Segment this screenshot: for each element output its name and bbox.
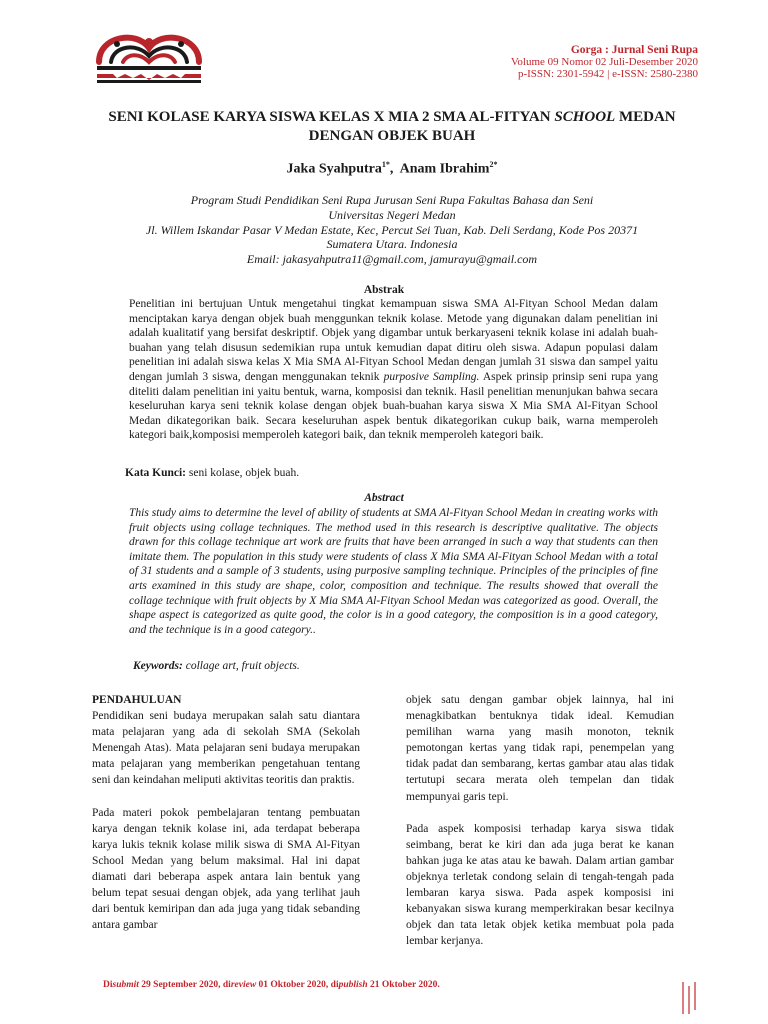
- author-1: Jaka Syahputra: [286, 161, 382, 177]
- journal-volume: Volume 09 Nomor 02 Juli-Desember 2020: [510, 56, 698, 68]
- journal-issn: p-ISSN: 2301-5942 | e-ISSN: 2580-2380: [517, 68, 698, 80]
- author-2: Anam Ibrahim: [399, 161, 490, 177]
- section-heading-pendahuluan: PENDAHULUAN: [92, 694, 182, 706]
- paper-title: [80, 108, 704, 146]
- footer-t1: 29 September 2020, di: [138, 980, 231, 990]
- author-1-sup: 1*: [381, 160, 390, 169]
- title-line1-pre: SENI KOLASE KARYA SISWA KELAS X MIA 2 SMA AL-FITYAN: [108, 109, 555, 125]
- kata-kunci-text: seni kolase, objek buah.: [186, 467, 300, 479]
- author-separator: ,: [389, 161, 400, 177]
- abstract-heading: Abstract: [364, 492, 404, 504]
- footer-di: Di: [103, 980, 113, 990]
- affiliation-line: Program Studi Pendidikan Seni Rupa Jurusan Seni Rupa Fakultas Bahasa dan Seni: [190, 193, 594, 207]
- footer-ornament-icon: [680, 980, 700, 1016]
- abstrak-text-a: Penelitian ini bertujuan Untuk mengetahui tingkat kemampuan siswa SMA Al-Fityan School Medan dalam menciptakan karya dengan objek buah menggunkan teknik kolase. Metode yang digunakan dalam penelitian ini adalah kualitatif yang bersifat deskriptif. Objek yang digambar untuk berkaryaseni teknik kolase ini adalah buah-buahan yang telah disusun sedemikian rupa untuk kemudian dapat ditiru oleh siswa. Adapun populasi dalam penelitian ini adalah siswa kelas X Mia SMA Al-Fityan School Medan dengan jumlah 31 siswa dan sampel yaitu dengan jumlah 3 siswa, dengan menggunakan teknik: [129, 298, 658, 383]
- body-paragraph: Pendidikan seni budaya merupakan salah satu diantara mata pelajaran yang ada di sekolah SMA (Sekolah Menengah Atas). Mata pelajaran seni budaya merupakan mata pelajaran yang memberikan pengetahuan tentang seni dan keindahan meliputi aktivitas teoritis dan praktis.: [92, 710, 360, 787]
- abstract-text: This study aims to determine the level of ability of students at SMA Al-Fityan School Medan in creating works with fruit objects using collage techniques. The method used in this research is descriptive qualitative. The objects drawn for this collage technique art work are fruits that have been arranged in such a way that students can then imitate them. The population in this study were students of class X Mia SMA Al-Fityan School Medan with a total of 31 students and a sample of 3 students, using purposive sampling technique. Principles of the principles of fine arts examined in this study are shape, color, composition and technique. The results showed that overall the collage technique with fruit objects by X Mia SMA Al-Fityan School Medan was categorized as good. Overall, the shape aspect is categorized as quite good, the color is in a good category, the composition is in a good category, and the technique is in a good category..: [129, 507, 658, 636]
- footer-t2: 01 Oktober 2020, di: [256, 980, 339, 990]
- abstrak-heading: Abstrak: [363, 284, 405, 296]
- submission-dates-footer: [103, 980, 440, 990]
- affiliation-line: Jl. Willem Iskandar Pasar V Medan Estate, Kec, Percut Sei Tuan, Kab. Deli Serdang, Kode Pos 20371: [145, 222, 639, 237]
- affiliation-line: Sumatera Utara. Indonesia: [326, 237, 458, 252]
- affiliation-email: Email: jakasyahputra11@gmail.com, jamurayu@gmail.com: [246, 252, 538, 267]
- footer-publish: publish: [338, 980, 368, 990]
- body-column-left: [92, 692, 360, 949]
- gorga-ornament-logo-icon: [93, 22, 205, 86]
- abstrak-text-b: Aspek prinsip prinsip seni rupa yang diteliti dalam penelitian ini yaitu bentuk, warna, komposisi dan teknik. Hasil penelitian menunjukan bahwa secara keseluruhan karya seni teknik kolase dengan objek buah-buahan karya siswa X Mia SMA Al-Fityan School Medan dikategorikan baik. Secara keseluruhan aspek bentuk dikategorikan cukup baik, warna memperoleh kategori baik,komposisi memperoleh kategori baik, dan teknik memperoleh kategori baik.: [129, 370, 658, 442]
- affiliation-block: [90, 193, 694, 267]
- keywords-text: collage art, fruit objects.: [182, 660, 300, 672]
- journal-name: Gorga : Jurnal Seni Rupa: [570, 44, 698, 56]
- body-paragraph: objek satu dengan gambar objek lainnya, hal ini menagkibatkan bentuknya tidak ideal. Kemudian pemilihan warna yang masih monoton, teknik pemotongan kertas yang tidak rapi, penempelan yang tidak padat dan sembarang, kertas gambar atau alas tidak tertutupi secara merata oleh tempelan dan tidak mempunyai garis tepi.: [406, 694, 674, 803]
- abstrak-text: [129, 297, 658, 443]
- footer-submit: submit: [112, 980, 139, 990]
- body-paragraph: Pada materi pokok pembelajaran tentang pembuatan karya dengan teknik kolase ini, ada terdapat beberapa karya lukis teknik kolase milik siswa di SMA Al-Fityan School Medan yang belum maksimal. Hal ini dapat diamati dari beberapa aspek antara lain bentuk yang belum tepat sesuai dengan objek, ada yang terlihat jauh dari bentuk kemiripan dan ada juga yang tidak sebanding antara gambar: [92, 806, 360, 932]
- kata-kunci: [125, 467, 299, 479]
- author-2-sup: 2*: [489, 160, 498, 169]
- title-line1-post: MEDAN: [615, 109, 676, 125]
- body-paragraph: Pada aspek komposisi terhadap karya siswa tidak seimbang, berat ke kiri dan ada juga berat ke kanan bahkan juga ke atas atau ke bawah. Dalam artian gambar objeknya terletak condong selain di tengah-tengah pada lembaran karya siswa. Pada aspek komposisi ini kebanyakan siswa kurang memperkirakan besar kecilnya objek dan tata letak objek ketika membuat pola pada lembar kerjanya.: [406, 822, 674, 948]
- footer-review: review: [230, 980, 257, 990]
- body-column-right: [406, 692, 674, 965]
- footer-t3: 21 Oktober 2020.: [367, 980, 440, 990]
- abstrak-text-italic: purposive Sampling.: [383, 370, 480, 383]
- keywords: [133, 660, 300, 672]
- title-line1-italic: SCHOOL: [554, 109, 616, 125]
- author-list: [80, 160, 704, 178]
- title-line2: DENGAN OBJEK BUAH: [308, 128, 476, 144]
- affiliation-line: Universitas Negeri Medan: [328, 207, 456, 222]
- keywords-label: Keywords:: [133, 660, 183, 672]
- kata-kunci-label: Kata Kunci:: [125, 467, 187, 479]
